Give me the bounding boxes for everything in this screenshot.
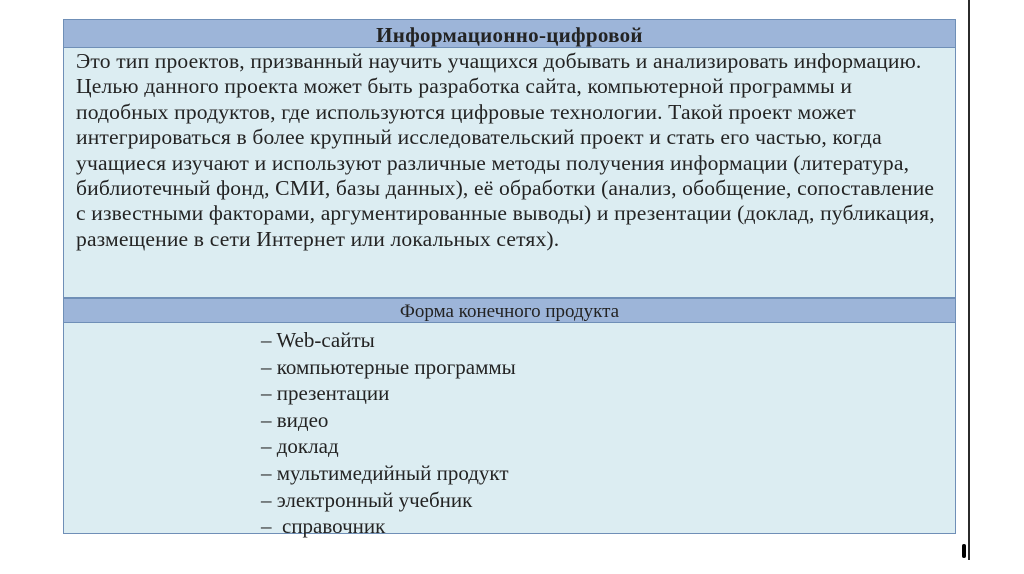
list-item: – справочник (261, 514, 386, 539)
list-item: – мультимедийный продукт (261, 460, 509, 485)
description-text: Это тип проектов, призванный научить учащихся добывать и анализировать информацию. Целью данного проекта может быть разработка сайта, компьютерной программы и подобных продуктов, где используются цифровые технологии. Такой проект может интегрироваться в более крупный исследовательский проект и стать его частью, когда учащиеся изучают и используют различные методы получения информации (литература, библиотечный фонд, СМИ, базы данных), её обработки (анализ, обобщение, сопоставление с известными факторами, аргументированные выводы) и презентации (доклад, публикация, размещение в сети Интернет или локальных сетях). (64, 48, 955, 298)
edge-mark (962, 544, 966, 558)
project-type-table (63, 19, 956, 539)
list-item: – электронный учебник (261, 487, 473, 512)
list-item: – видео (261, 407, 329, 432)
list-item: – Web-сайты (261, 328, 375, 352)
list-item: – презентации (261, 381, 390, 406)
list-item: – компьютерные программы (261, 354, 516, 379)
products-list (64, 323, 955, 539)
table-title: Информационно-цифровой (64, 20, 955, 48)
slide-edge-line (968, 0, 970, 560)
products-heading: Форма конечного продукта (64, 298, 955, 323)
list-item: – доклад (261, 434, 339, 459)
